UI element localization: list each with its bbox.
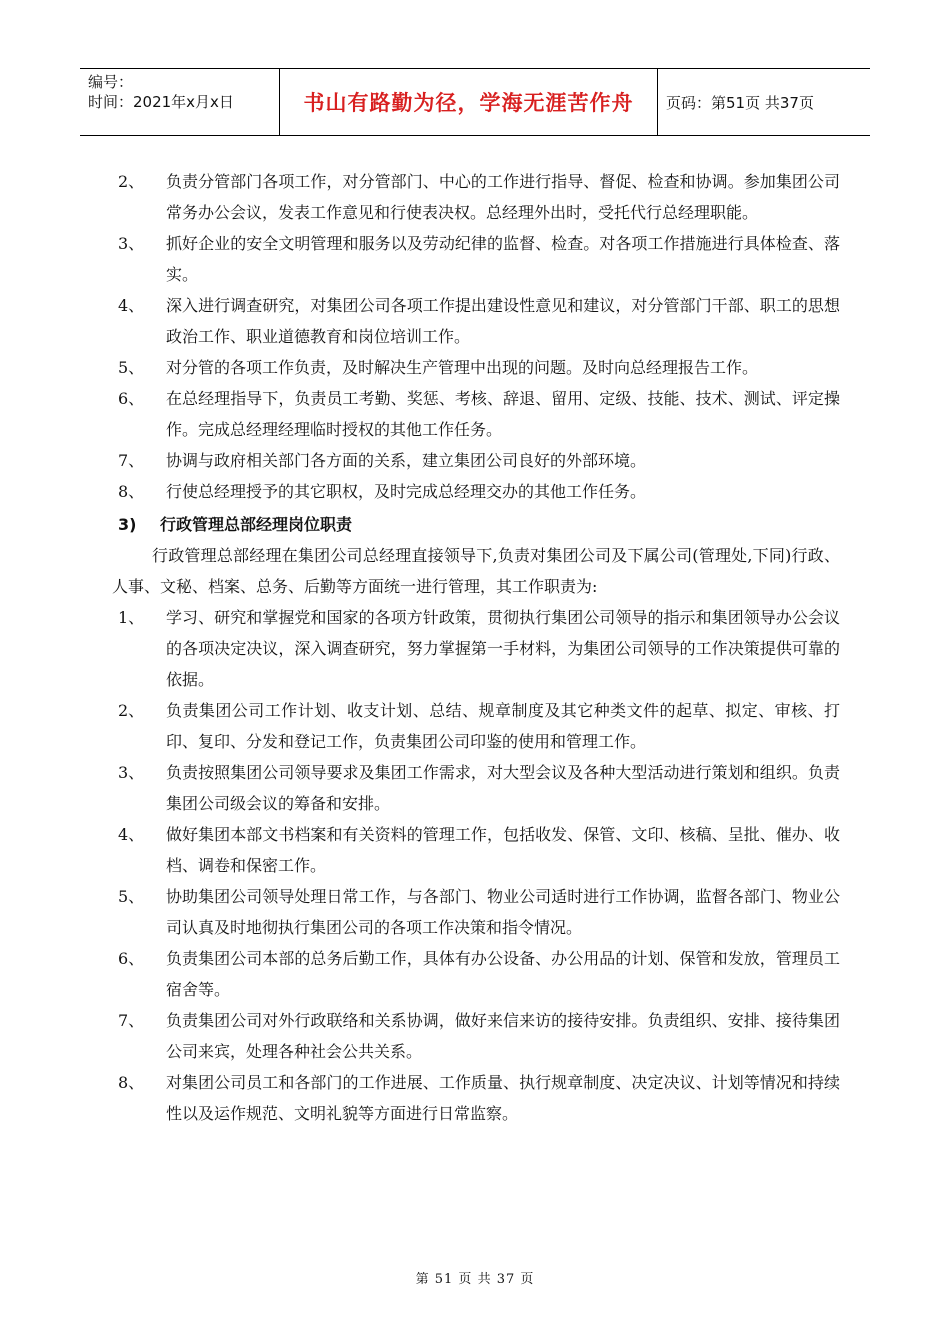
list-item-number: 2、 (118, 172, 145, 191)
list-item (118, 228, 840, 290)
list-item-number: 4、 (118, 825, 145, 844)
duty-list-deputy (118, 166, 840, 507)
list-item (118, 943, 840, 1005)
list-item (118, 445, 840, 476)
list-item-number: 1、 (118, 608, 145, 627)
list-item-number: 4、 (118, 296, 145, 315)
list-item (118, 476, 840, 507)
list-item-number: 7、 (118, 451, 145, 470)
list-item-number: 6、 (118, 949, 145, 968)
list-item-text: 深入进行调查研究，对集团公司各项工作提出建设性意见和建议，对分管部门干部、职工的思想政治工作、职业道德教育和岗位培训工作。 (166, 296, 840, 346)
header-meta (80, 69, 280, 135)
list-item-number: 8、 (118, 1073, 145, 1092)
list-item-text: 抓好企业的安全文明管理和服务以及劳动纪律的监督、检查。对各项工作措施进行具体检查、落实。 (166, 234, 840, 284)
list-item-text: 做好集团本部文书档案和有关资料的管理工作，包括收发、保管、文印、核稿、呈批、催办、收档、调卷和保密工作。 (166, 825, 840, 875)
list-item (118, 383, 840, 445)
section-number: 3) (118, 515, 137, 534)
list-item-text: 负责集团公司对外行政联络和关系协调，做好来信来访的接待安排。负责组织、安排、接待集团公司来宾，处理各种社会公共关系。 (166, 1011, 840, 1061)
list-item-text: 行使总经理授予的其它职权，及时完成总经理交办的其他工作任务。 (166, 482, 647, 501)
list-item-text: 对分管的各项工作负责，及时解决生产管理中出现的问题。及时向总经理报告工作。 (166, 358, 759, 377)
list-item-number: 5、 (118, 358, 145, 377)
list-item-number: 3、 (118, 234, 145, 253)
list-item (118, 695, 840, 757)
header-motto: 书山有路勤为径，学海无涯苦作舟 (280, 69, 658, 135)
list-item-number: 2、 (118, 701, 145, 720)
list-item-number: 5、 (118, 887, 145, 906)
document-header (80, 68, 870, 136)
list-item-text: 负责按照集团公司领导要求及集团工作需求，对大型会议及各种大型活动进行策划和组织。负责集团公司级会议的筹备和安排。 (166, 763, 840, 813)
list-item-text: 在总经理指导下，负责员工考勤、奖惩、考核、辞退、留用、定级、技能、技术、测试、评定操作。完成总经理经理临时授权的其他工作任务。 (166, 389, 840, 439)
list-item (118, 602, 840, 695)
list-item (118, 881, 840, 943)
list-item (118, 819, 840, 881)
section-heading (118, 509, 840, 540)
list-item-text: 协调与政府相关部门各方面的关系，建立集团公司良好的外部环境。 (166, 451, 647, 470)
document-body (112, 166, 840, 1129)
header-page-code: 页码：第51页 共37页 (666, 93, 814, 112)
list-item-number: 8、 (118, 482, 145, 501)
list-item (118, 757, 840, 819)
section-intro-paragraph: 行政管理总部经理在集团公司总经理直接领导下,负责对集团公司及下属公司(管理处,下同)行政、人事、文秘、档案、总务、后勤等方面统一进行管理，其工作职责为: (112, 546, 840, 596)
duty-list-admin-manager (118, 602, 840, 1129)
list-item (118, 290, 840, 352)
list-item (118, 352, 840, 383)
list-item-number: 7、 (118, 1011, 145, 1030)
list-item (118, 1005, 840, 1067)
list-item-text: 负责集团公司本部的总务后勤工作，具体有办公设备、办公用品的计划、保管和发放，管理员工宿舍等。 (166, 949, 840, 999)
page-footer: 第 51 页 共 37 页 (415, 1272, 535, 1287)
list-item (118, 1067, 840, 1129)
list-item-text: 负责分管部门各项工作，对分管部门、中心的工作进行指导、督促、检查和协调。参加集团公司常务办公会议，发表工作意见和行使表决权。总经理外出时，受托代行总经理职能。 (166, 172, 840, 222)
list-item-text: 学习、研究和掌握党和国家的各项方针政策，贯彻执行集团公司领导的指示和集团领导办公会议的各项决定决议，深入调查研究，努力掌握第一手材料，为集团公司领导的工作决策提供可靠的依据。 (166, 608, 840, 689)
list-item (118, 166, 840, 228)
section-title-text: 行政管理总部经理岗位职责 (160, 515, 353, 534)
list-item-number: 6、 (118, 389, 145, 408)
document-time-label: 时间：2021年x月x日 (88, 93, 234, 111)
list-item-number: 3、 (118, 763, 145, 782)
list-item-text: 负责集团公司工作计划、收支计划、总结、规章制度及其它种类文件的起草、拟定、审核、打印、复印、分发和登记工作，负责集团公司印鉴的使用和管理工作。 (166, 701, 840, 751)
list-item-text: 协助集团公司领导处理日常工作，与各部门、物业公司适时进行工作协调，监督各部门、物业公司认真及时地彻执行集团公司的各项工作决策和指令情况。 (166, 887, 840, 937)
document-number-label: 编号： (88, 73, 134, 91)
list-item-text: 对集团公司员工和各部门的工作进展、工作质量、执行规章制度、决定决议、计划等情况和持续性以及运作规范、文明礼貌等方面进行日常监察。 (166, 1073, 840, 1123)
